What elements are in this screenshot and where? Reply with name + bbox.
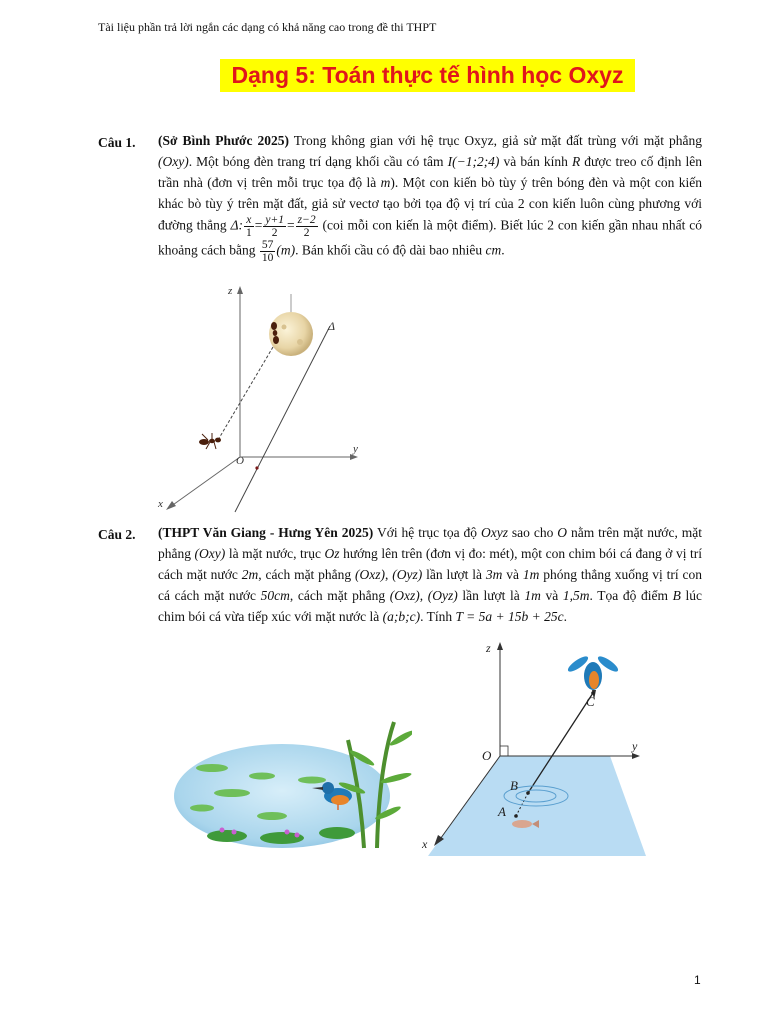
q1-text: .	[501, 242, 505, 258]
frac-den: 2	[303, 227, 310, 239]
question-2-label: Câu 2.	[98, 527, 136, 542]
x-axis-label: x	[422, 837, 428, 851]
q2-text: hướng lên trên (đơn vị đo: mét), một con chim bói cá đang ở vị trí cách mặt nước	[158, 546, 702, 582]
q2-text: và	[502, 567, 523, 582]
q1-cm-unit: cm	[485, 242, 502, 258]
q1-text: Trong không gian với hệ trục Oxyz, giả sử mặt đất trùng với mặt phẳng	[288, 133, 702, 148]
q2-distance: 3m	[485, 567, 503, 582]
x-axis-label: x	[158, 498, 163, 510]
frac-num: 57	[261, 239, 274, 251]
q2-text: . Tính	[420, 609, 456, 624]
q2-text: ,	[419, 588, 428, 603]
frac-den: 1	[245, 227, 252, 239]
q1-unit: m	[380, 175, 391, 190]
q2-formula: T = 5a + 15b + 25c	[455, 609, 564, 624]
point-c-label: C	[586, 694, 595, 709]
figure-pond-kingfisher	[172, 718, 412, 853]
figure-kingfisher-axes	[418, 638, 646, 856]
q1-radius-symbol: R	[571, 154, 581, 169]
point-a	[514, 814, 518, 818]
ant-connector	[218, 347, 273, 440]
q2-fish-depth: 50cm	[260, 588, 290, 603]
x-arrow	[166, 501, 176, 510]
equals-sign: =	[286, 217, 295, 233]
q2-text: phóng thẳng xuống vị trí con cá cách mặt nước	[158, 567, 703, 603]
ground-intersection-point	[255, 466, 258, 469]
q2-axis-oz: Oz	[324, 546, 340, 561]
moon-crater	[297, 339, 303, 345]
q2-point-b: B	[672, 588, 681, 603]
origin-label: O	[236, 455, 244, 467]
q1-text: . Bán khối cầu có độ dài bao nhiêu	[295, 242, 486, 258]
q2-distance: 1,5m	[562, 588, 590, 603]
z-arrow	[497, 642, 503, 650]
q2-plane-oyz: (Oyz)	[427, 588, 458, 603]
q1-text: . Một bóng đèn trang trí dạng khối cầu có tâm	[188, 154, 448, 169]
q2-text: . Tọa độ điểm	[589, 588, 673, 603]
fraction-z	[296, 214, 318, 239]
q1-plane: (Oxy)	[158, 154, 189, 169]
point-a-label: A	[498, 804, 506, 819]
frac-den: 10	[261, 252, 274, 264]
q2-text: là mặt nước, trục	[225, 546, 325, 561]
q2-plane-oyz: (Oyz)	[392, 567, 423, 582]
q1-center: I(−1;2;4)	[447, 154, 500, 169]
origin-box	[500, 746, 508, 756]
q2-text: sao cho	[507, 525, 558, 540]
q2-distance: 1m	[524, 588, 541, 603]
z-axis-label: z	[228, 285, 233, 297]
point-b	[526, 791, 530, 795]
q2-text: , cách mặt phẳng	[258, 567, 356, 582]
frac-num: z−2	[297, 214, 316, 226]
x-axis	[170, 457, 240, 507]
origin-label: O	[482, 748, 492, 763]
frac-num: x	[244, 214, 254, 227]
fraction-x	[244, 214, 254, 239]
z-axis-label: z	[486, 641, 491, 655]
q2-text: lúc chim bói cá vừa tiếp xúc với mặt nước là	[158, 588, 702, 624]
y-arrow	[632, 753, 640, 759]
figure-lamp-ants	[150, 282, 380, 517]
q2-text: lần lượt là	[457, 588, 525, 603]
section-title: Dạng 5: Toán thực tế hình học Oxyz	[220, 59, 635, 92]
q1-line-name: Δ:	[230, 217, 243, 233]
question-2-source: (THPT Văn Giang - Hưng Yên 2025)	[158, 525, 374, 540]
question-1-body	[158, 130, 702, 264]
page-number: 1	[694, 973, 701, 987]
header-note: Tài liệu phần trả lời ngắn các dạng có khả năng cao trong đề thi THPT	[98, 20, 437, 34]
q1-text: được treo cố định lên trần nhà (đơn vị trên mỗi trục tọa độ là	[158, 154, 702, 190]
ant-on-ground-icon	[199, 433, 221, 449]
q1-text: và bán kính	[499, 154, 572, 169]
q2-plane-oxz: (Oxz)	[389, 588, 420, 603]
z-arrow	[237, 286, 243, 294]
frac-den: 2	[271, 227, 278, 239]
q2-plane-oxy: (Oxy)	[194, 546, 226, 561]
q2-text: Với hệ trục tọa độ	[373, 525, 481, 540]
q2-coordinates: (a;b;c)	[382, 609, 421, 624]
question-2-body	[158, 522, 702, 627]
q2-distance: 1m	[522, 567, 540, 582]
y-axis-label: y	[353, 443, 358, 455]
moon-crater	[282, 325, 287, 330]
q2-height: 2m	[241, 567, 259, 582]
question-1-source: (Sở Bình Phước 2025)	[158, 133, 289, 148]
q2-text: ,	[385, 567, 393, 582]
y-axis-label: y	[632, 739, 638, 753]
point-b-label: B	[510, 778, 518, 793]
q2-system: Oxyz	[480, 525, 508, 540]
q1-text: (coi mỗi con kiến là một điểm). Biết lúc 2 con kiến gần nhau nhất có khoảng cách bằng	[158, 217, 702, 258]
frac-num: y+1	[265, 214, 284, 226]
q2-text: và	[540, 588, 563, 603]
delta-label: Δ	[328, 319, 336, 333]
q1-text: ). Một con kiến bò tùy ý trên bóng đèn và một con kiến khác bò tùy ý trên mặt đất, giả sử vectơ tạo bởi tọa độ vị trí của 2 con kiến luôn cùng phương với đường thẳng	[158, 175, 702, 233]
q2-plane-oxz: (Oxz)	[355, 567, 386, 582]
fraction-distance	[260, 239, 276, 264]
q2-text: nằm trên mặt nước, mặt phẳng	[158, 525, 702, 561]
q2-origin: O	[557, 525, 568, 540]
q2-text: , cách mặt phẳng	[289, 588, 390, 603]
fraction-y	[263, 214, 286, 239]
equals-sign: =	[254, 217, 263, 233]
q1-distance-unit: (m)	[276, 242, 296, 258]
q2-text: lần lượt là	[422, 567, 486, 582]
question-1-label: Câu 1.	[98, 135, 136, 150]
q2-text: .	[563, 609, 567, 624]
